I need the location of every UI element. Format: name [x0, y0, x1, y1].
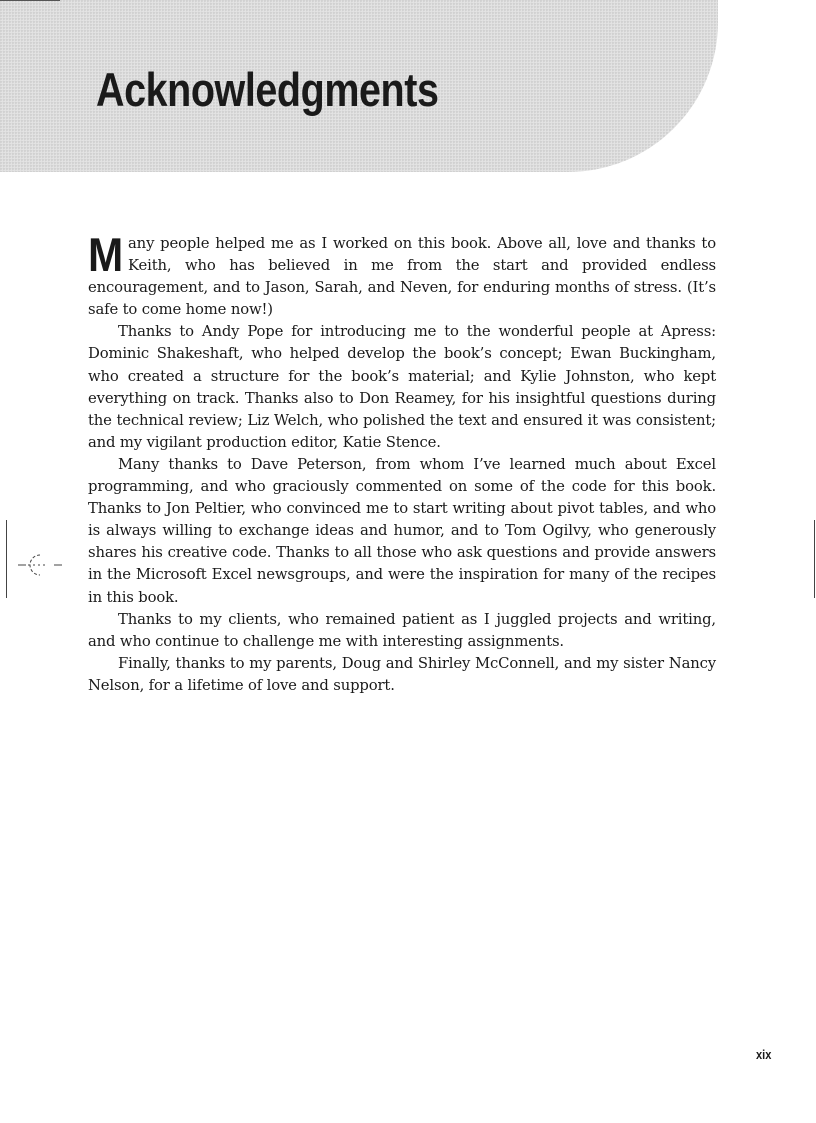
paragraph-4: Thanks to my clients, who remained patient as I juggled projects and writing, and who continue to challenge me with interesting assignments. [88, 610, 716, 650]
paragraph-1 [88, 228, 716, 321]
registration-mark-icon [18, 552, 62, 578]
chapter-title: Acknowledgments [96, 63, 439, 116]
drop-cap: M [88, 228, 124, 281]
acknowledgments-body [88, 228, 716, 697]
paragraph-3: Many thanks to Dave Peterson, from whom I’ve learned much about Excel programming, and who graciously commented on some of the code for this book. Thanks to Jon Peltier, who convinced me to start writing about pivot tables, and who is always willing to exchange ideas and humor, and to Tom Ogilvy, who generously shares his creative code. Thanks to all those who ask questions and provide answers in the Microsoft Excel newsgroups, and were the inspiration for many of the recipes in this book. [88, 455, 716, 606]
top-crop-rule [0, 0, 60, 1]
paragraph-2: Thanks to Andy Pope for introducing me to the wonderful people at Apress: Dominic Shakeshaft, who helped develop the book’s concept; Ewan Buckingham, who created a structure for the book’s material; and Kylie Johnston, who kept everything on track. Thanks also to Don Reamey, for his insightful questions during the technical review; Liz Welch, who polished the text and ensured it was consistent; and my vigilant production editor, Katie Stence. [88, 323, 716, 451]
crop-mark-right [814, 520, 815, 598]
page-number: xix [756, 1047, 772, 1062]
paragraph-1-text: any people helped me as I worked on this book. Above all, love and thanks to Keith, who has believed in me from the start and provided endless encouragement, and to Jason, Sarah, and Neven, for enduring months of stress. (It’s safe to come home now!) [88, 235, 716, 319]
crop-mark-left [6, 520, 7, 598]
paragraph-5: Finally, thanks to my parents, Doug and Shirley McConnell, and my sister Nancy Nelson, for a lifetime of love and support. [88, 654, 716, 694]
